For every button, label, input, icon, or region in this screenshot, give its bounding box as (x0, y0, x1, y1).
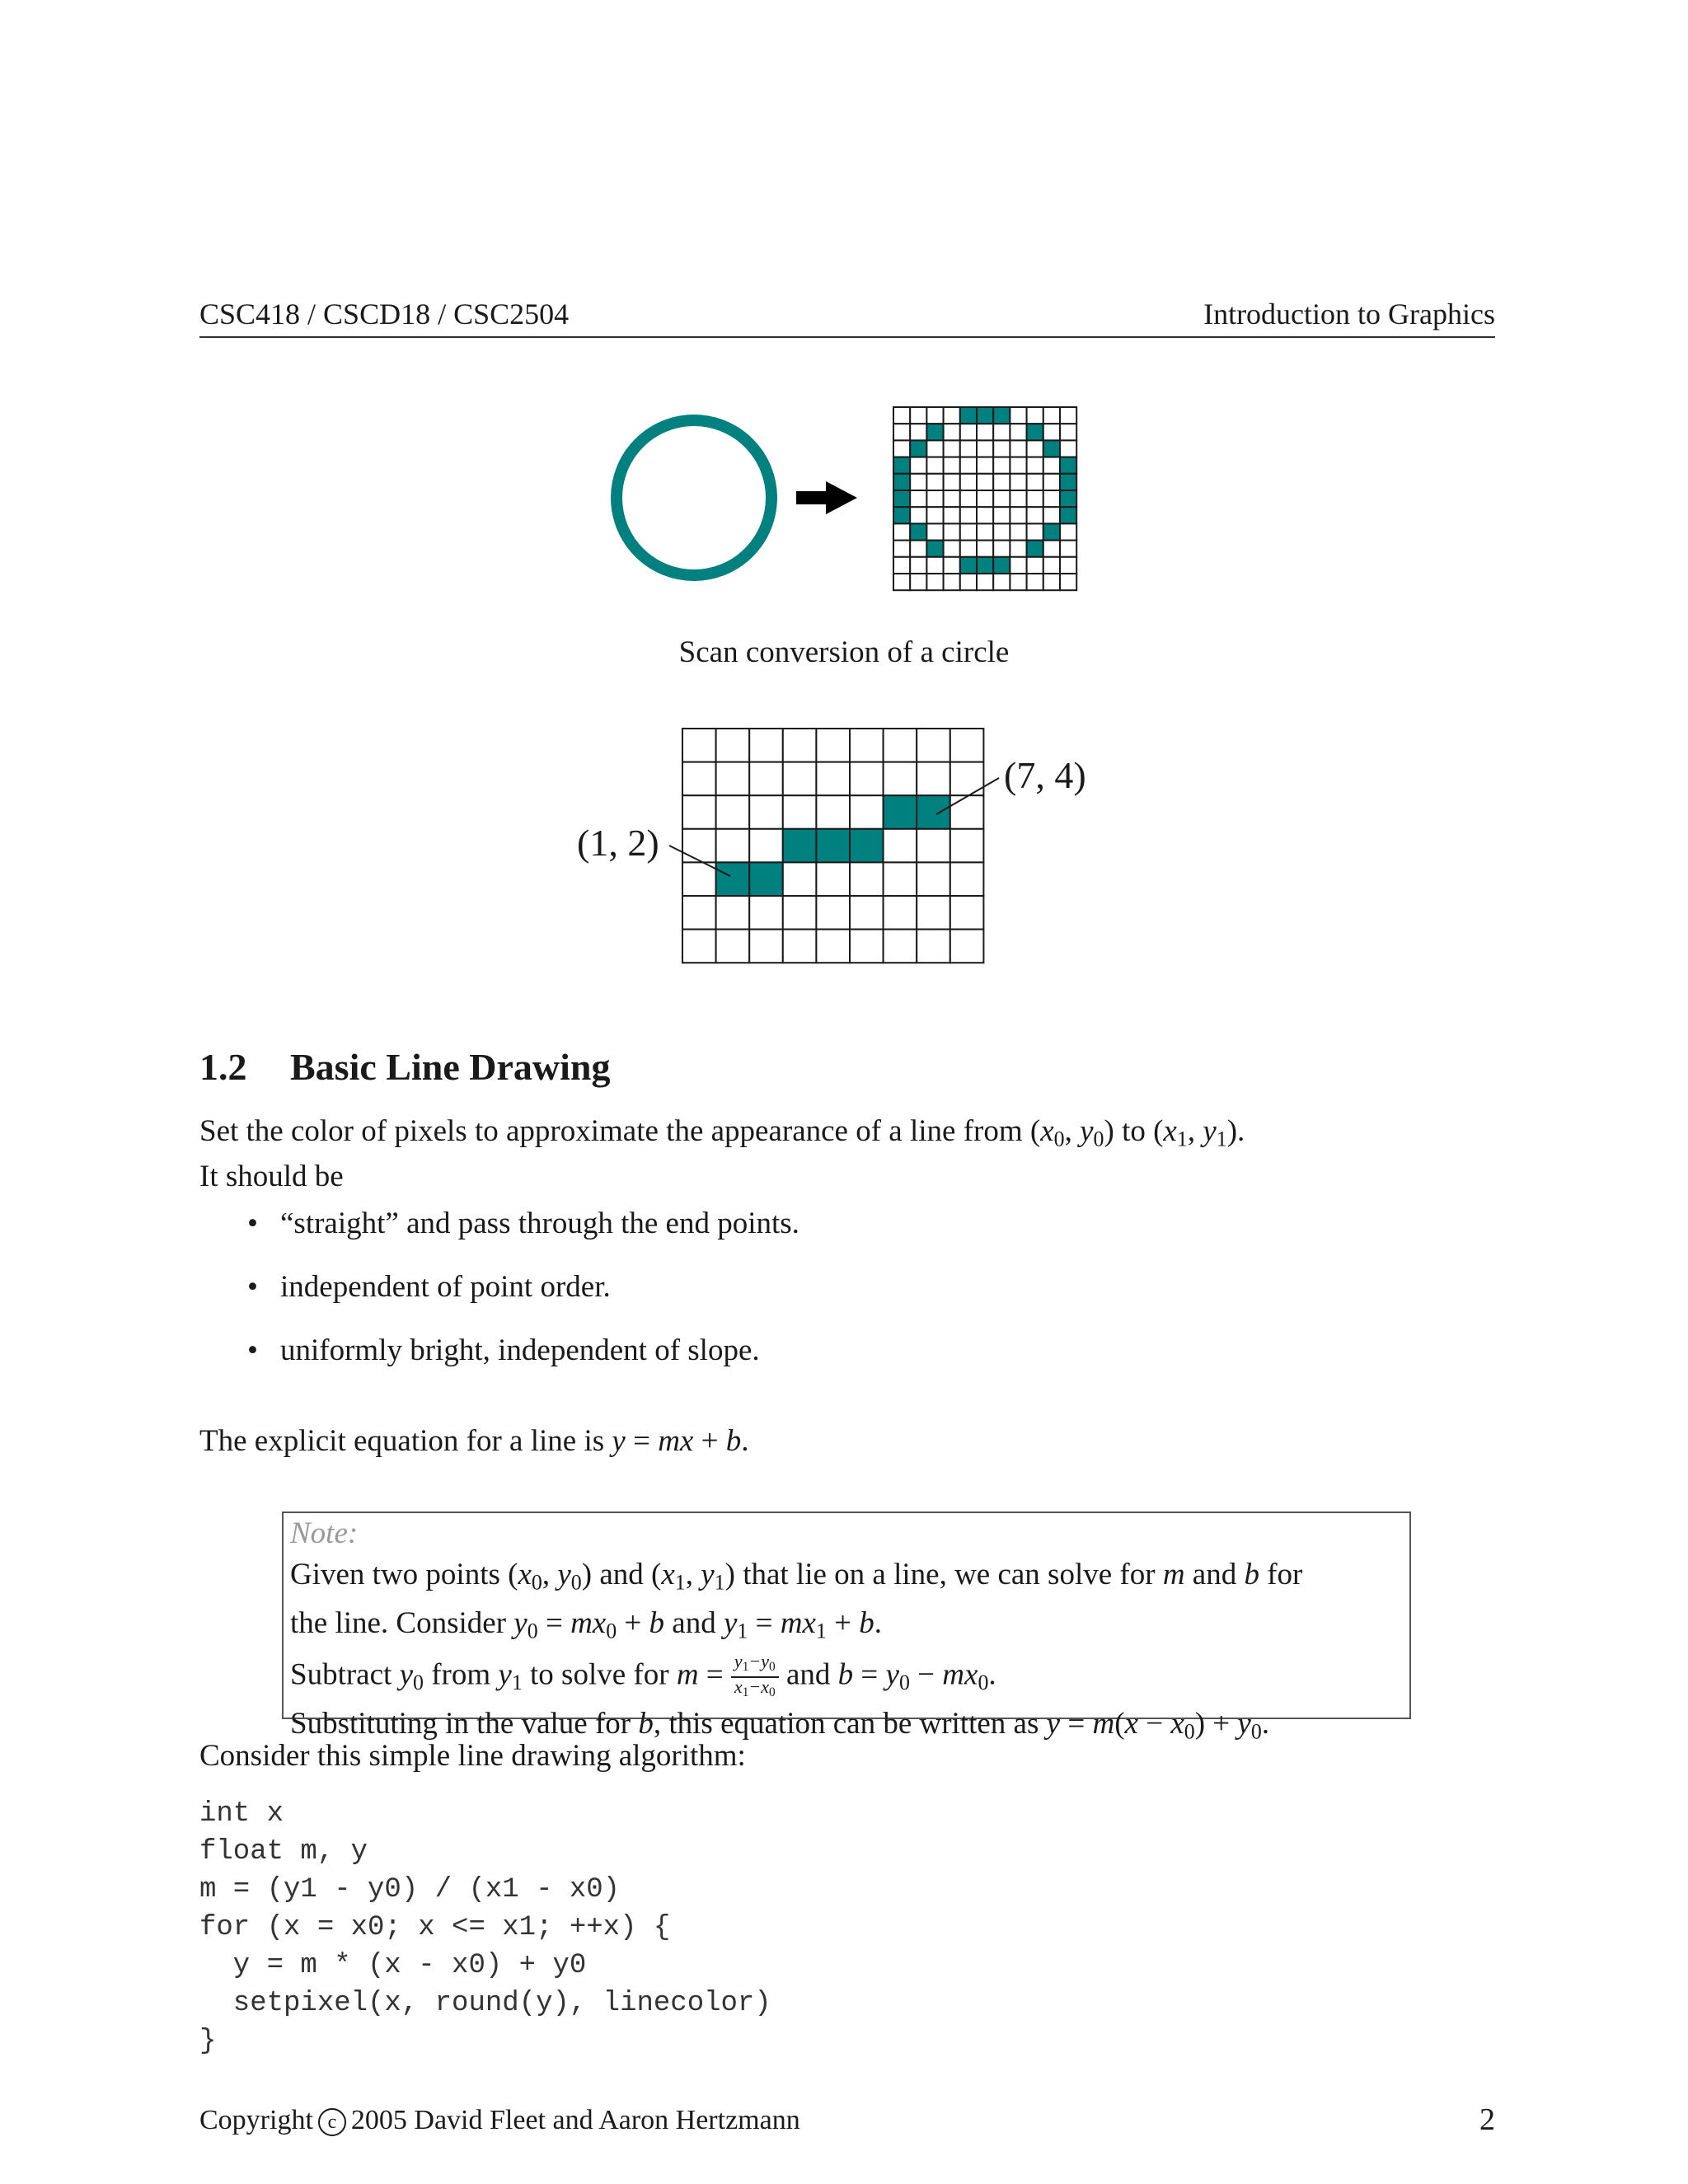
pixel-empty (917, 829, 950, 863)
pixel-empty (1010, 407, 1026, 424)
pixel-empty (917, 762, 950, 796)
requirements-list (247, 1205, 799, 1395)
section-title: Basic Line Drawing (290, 1046, 611, 1088)
pixel-empty (944, 557, 960, 574)
pixel-empty (850, 930, 884, 963)
note-line: the line. Consider $y_0 = mx_0 + b$ and $y_1 = mx_1 + b$. (290, 1606, 882, 1643)
pixel-empty (1043, 490, 1060, 507)
pixel-empty (1010, 507, 1026, 523)
pixel-empty (682, 729, 716, 762)
pixel-empty (944, 574, 960, 590)
page-number: 2 (1479, 2102, 1495, 2137)
pixel-empty (1027, 507, 1043, 523)
pixel-empty (977, 574, 993, 590)
pixel-filled (910, 440, 926, 457)
pixel-empty (1027, 474, 1043, 490)
pixel-empty (944, 407, 960, 424)
list-item: • uniformly bright, independent of slope. (247, 1332, 799, 1395)
pixel-empty (1027, 490, 1043, 507)
pixel-empty (816, 729, 850, 762)
pixel-empty (783, 762, 817, 796)
pixel-empty (977, 523, 993, 540)
pixel-empty (682, 762, 716, 796)
pixel-empty (944, 457, 960, 474)
pixel-empty (977, 457, 993, 474)
pixel-empty (893, 424, 910, 440)
pixel-filled (960, 557, 977, 574)
pixel-filled (1027, 424, 1043, 440)
pixel-empty (944, 490, 960, 507)
pixel-empty (1010, 440, 1026, 457)
pixel-filled (716, 862, 750, 896)
section-heading (199, 1045, 610, 1089)
pixel-empty (1043, 407, 1060, 424)
pixel-empty (682, 795, 716, 829)
label-end-point: (7, 4) (1004, 754, 1086, 796)
pixel-empty (749, 762, 783, 796)
pixel-filled (850, 829, 884, 863)
pixel-empty (1010, 541, 1026, 557)
pixel-empty (977, 541, 993, 557)
pixel-empty (1027, 523, 1043, 540)
pixel-empty (1027, 407, 1043, 424)
pixel-empty (977, 507, 993, 523)
pixel-empty (884, 762, 917, 796)
pixel-empty (950, 729, 984, 762)
pixel-empty (993, 457, 1010, 474)
label-start-point: (1, 2) (577, 822, 659, 864)
pixel-empty (944, 474, 960, 490)
pixel-empty (960, 574, 977, 590)
pixel-empty (682, 862, 716, 896)
pixel-empty (850, 862, 884, 896)
pixel-empty (917, 862, 950, 896)
pixel-empty (960, 523, 977, 540)
note-line: Substituting in the value for b, this equation can be written as $y = m(x - x_0) + y_0$. (290, 1706, 1270, 1744)
pixel-empty (816, 862, 850, 896)
pixel-empty (1010, 557, 1026, 574)
pixel-empty (716, 795, 750, 829)
pixel-filled (893, 474, 910, 490)
pixel-empty (1010, 474, 1026, 490)
pixel-filled (1060, 490, 1076, 507)
pixel-filled (1027, 541, 1043, 557)
note-box (282, 1511, 1411, 1744)
pixel-empty (917, 729, 950, 762)
pixel-empty (716, 729, 750, 762)
pixel-filled (910, 523, 926, 540)
pixel-filled (893, 457, 910, 474)
pixel-empty (893, 440, 910, 457)
pixel-empty (1060, 523, 1076, 540)
pixel-empty (917, 896, 950, 930)
pixel-empty (1027, 574, 1043, 590)
section-number: 1.2 (199, 1046, 247, 1088)
pixel-empty (910, 507, 926, 523)
pixel-filled (1060, 507, 1076, 523)
pixel-empty (893, 574, 910, 590)
pixel-empty (884, 829, 917, 863)
pixel-empty (1060, 440, 1076, 457)
pixel-empty (1027, 440, 1043, 457)
pixel-empty (960, 424, 977, 440)
pixel-empty (944, 440, 960, 457)
pixel-empty (910, 407, 926, 424)
pixel-filled (1060, 474, 1076, 490)
pixel-empty (993, 574, 1010, 590)
pixel-filled (917, 795, 950, 829)
pixel-empty (850, 729, 884, 762)
header-course: CSC418 / CSCD18 / CSC2504 (199, 298, 570, 330)
pixel-empty (910, 557, 926, 574)
pixel-empty (944, 523, 960, 540)
pixel-empty (884, 930, 917, 963)
pixel-empty (682, 930, 716, 963)
pixel-empty (749, 795, 783, 829)
pixel-empty (884, 729, 917, 762)
pixel-empty (1043, 457, 1060, 474)
pixel-empty (749, 729, 783, 762)
pixel-empty (850, 762, 884, 796)
pixel-empty (944, 424, 960, 440)
pixel-empty (993, 474, 1010, 490)
pixel-empty (1043, 474, 1060, 490)
pixel-empty (910, 424, 926, 440)
explicit-equation: The explicit equation for a line is y = mx + b. (199, 1424, 749, 1458)
pixel-empty (950, 930, 984, 963)
pixel-filled (893, 490, 910, 507)
pixel-empty (993, 490, 1010, 507)
pixel-filled (816, 829, 850, 863)
pixel-empty (1010, 457, 1026, 474)
pixel-filled (749, 862, 783, 896)
pixel-filled (783, 829, 817, 863)
pixel-filled (926, 424, 943, 440)
pixel-empty (1043, 541, 1060, 557)
note-line: Subtract $y_0$ from $y_1$ to solve for m = $\frac{y_1-y_0}{x_1-x_0}$ and $b = y_0 - mx_0$. (290, 1652, 1409, 1704)
pixel-empty (716, 762, 750, 796)
slope-fraction: $\frac{y_1-y_0}{x_1-x_0}$ (731, 1652, 779, 1702)
pixel-empty (1027, 457, 1043, 474)
pixel-filled (960, 407, 977, 424)
pixel-empty (783, 729, 817, 762)
pixel-empty (783, 795, 817, 829)
pixel-empty (716, 896, 750, 930)
pixel-empty (926, 574, 943, 590)
pixel-empty (926, 457, 943, 474)
pixel-empty (960, 474, 977, 490)
pixel-empty (1060, 574, 1076, 590)
pixel-empty (977, 474, 993, 490)
pixel-empty (944, 541, 960, 557)
pixel-empty (926, 407, 943, 424)
pixel-filled (977, 557, 993, 574)
pixel-empty (993, 440, 1010, 457)
pixel-empty (917, 930, 950, 963)
pixel-empty (950, 862, 984, 896)
pixel-empty (944, 507, 960, 523)
pixel-empty (910, 574, 926, 590)
pixel-filled (1060, 457, 1076, 474)
pixel-empty (850, 795, 884, 829)
pixel-empty (926, 523, 943, 540)
algorithm-intro: Consider this simple line drawing algorithm: (199, 1739, 746, 1773)
pixel-empty (910, 457, 926, 474)
pixel-empty (1010, 490, 1026, 507)
note-line: Given two points ($x_0$, $y_0$) and ($x_1$, $y_1$) that lie on a line, we can solve for m and b for (290, 1558, 1303, 1595)
pixel-empty (977, 440, 993, 457)
pixel-empty (926, 440, 943, 457)
pixel-empty (926, 557, 943, 574)
figure-caption: Scan conversion of a circle (678, 635, 1010, 669)
header-title: Introduction to Graphics (1203, 298, 1495, 330)
pixel-empty (977, 490, 993, 507)
list-item: • independent of point order. (247, 1268, 799, 1332)
pixel-filled (884, 795, 917, 829)
pixel-empty (910, 490, 926, 507)
pixel-filled (1043, 523, 1060, 540)
pixel-empty (960, 507, 977, 523)
note-title: Note: (290, 1516, 359, 1550)
pixel-empty (1010, 574, 1026, 590)
source-circle (617, 420, 771, 575)
pixel-empty (1043, 557, 1060, 574)
pixel-empty (910, 474, 926, 490)
pixel-empty (960, 440, 977, 457)
pixel-empty (884, 862, 917, 896)
pixel-empty (783, 930, 817, 963)
figure-circle-scan (602, 399, 1096, 597)
copyright-icon: c (318, 2108, 346, 2136)
pixel-empty (1043, 424, 1060, 440)
pixel-filled (1043, 440, 1060, 457)
pixel-empty (682, 829, 716, 863)
pixel-empty (783, 862, 817, 896)
pixel-empty (884, 896, 917, 930)
pixel-empty (993, 541, 1010, 557)
list-item: • “straight” and pass through the end points. (247, 1205, 799, 1268)
pixel-filled (926, 541, 943, 557)
intro-paragraph: Set the color of pixels to approximate the appearance of a line from ($x_0$, $y_0$) to ($x_1$, $y_1$). It should be (199, 1114, 1245, 1194)
pixel-empty (893, 407, 910, 424)
pixel-empty (926, 507, 943, 523)
arrow-icon (796, 481, 857, 514)
pixel-empty (926, 474, 943, 490)
pixel-empty (926, 490, 943, 507)
pixel-empty (749, 896, 783, 930)
pixel-filled (993, 407, 1010, 424)
pixel-empty (816, 795, 850, 829)
pixel-empty (850, 896, 884, 930)
pixel-grid-circle (893, 407, 1076, 590)
pixel-empty (910, 541, 926, 557)
pixel-empty (893, 557, 910, 574)
pixel-empty (993, 424, 1010, 440)
pixel-empty (960, 541, 977, 557)
pixel-filled (893, 507, 910, 523)
pixel-filled (993, 557, 1010, 574)
pixel-empty (1060, 424, 1076, 440)
pixel-empty (749, 930, 783, 963)
code-block: int x float m, y m = (y1 - y0) / (x1 - x0) for (x = x0; x <= x1; ++x) { y = m * (x - x0) + y0 setpixel(x, round(y), linecolor) } (199, 1798, 771, 2057)
pixel-empty (977, 424, 993, 440)
pixel-empty (1060, 407, 1076, 424)
pixel-empty (1043, 574, 1060, 590)
pixel-empty (893, 541, 910, 557)
pixel-empty (783, 896, 817, 930)
pixel-empty (950, 896, 984, 930)
pixel-empty (1060, 541, 1076, 557)
pixel-empty (893, 523, 910, 540)
pixel-empty (960, 490, 977, 507)
pixel-empty (950, 829, 984, 863)
pixel-empty (716, 829, 750, 863)
pixel-grid-line (682, 729, 983, 963)
pixel-empty (749, 829, 783, 863)
pixel-empty (816, 762, 850, 796)
pixel-empty (1060, 557, 1076, 574)
pixel-empty (682, 896, 716, 930)
running-header (199, 295, 1495, 338)
pixel-empty (1027, 557, 1043, 574)
pixel-empty (1010, 523, 1026, 540)
pixel-filled (977, 407, 993, 424)
pixel-empty (993, 507, 1010, 523)
pixel-empty (816, 896, 850, 930)
footer-copyright: Copyright c 2005 David Fleet and Aaron Hertzmann (199, 2105, 800, 2135)
pixel-empty (816, 930, 850, 963)
pixel-empty (1043, 507, 1060, 523)
pixel-empty (993, 523, 1010, 540)
pixel-empty (716, 930, 750, 963)
pixel-empty (1010, 424, 1026, 440)
pixel-empty (950, 795, 984, 829)
pixel-empty (960, 457, 977, 474)
